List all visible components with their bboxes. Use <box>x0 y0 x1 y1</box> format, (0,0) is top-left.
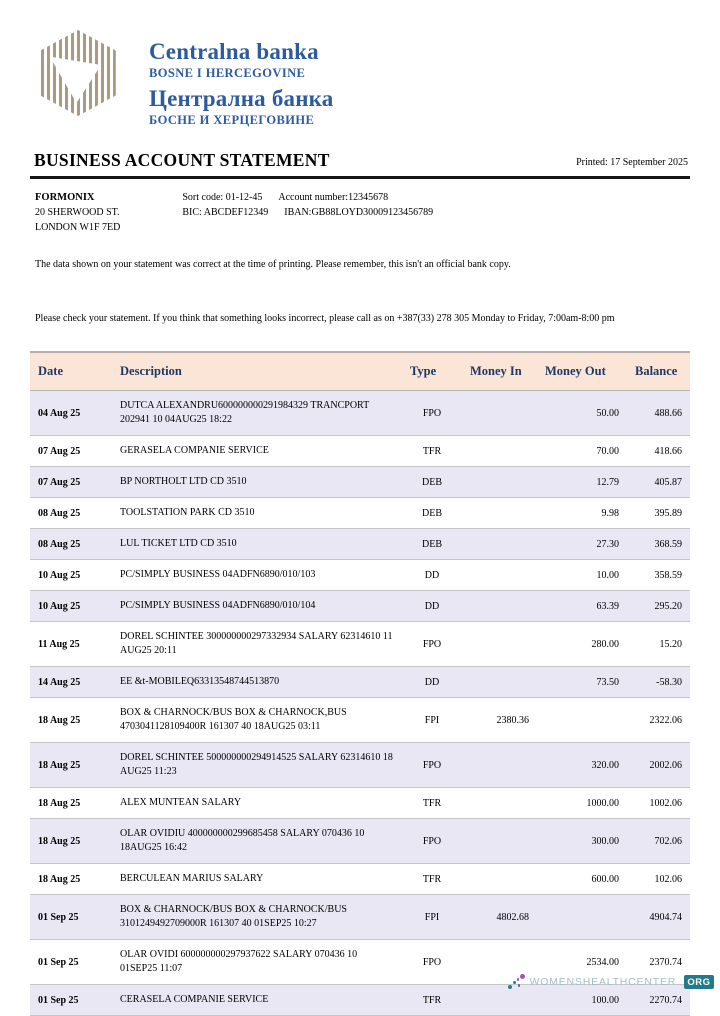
central-bank-logo-icon <box>35 30 121 116</box>
cell-balance: -58.30 <box>627 667 690 698</box>
cell-balance: 395.89 <box>627 498 690 529</box>
title-row <box>30 150 690 179</box>
account-details-line2 <box>182 205 449 220</box>
cell-date: 01 Sep 25 <box>30 940 112 985</box>
cell-description: BOX & CHARNOCK/BUS BOX & CHARNOCK,BUS 4703041128109400R 161307 40 18AUG25 03:11 <box>112 698 402 743</box>
cell-money-in <box>462 819 537 864</box>
cell-money-out: 9.98 <box>537 498 627 529</box>
cell-description: CERASELA COMPANIE SERVICE <box>112 985 402 1016</box>
column-header-money-in: Money In <box>462 352 537 391</box>
bank-subtitle-latin: BOSNE I HERCEGOVINE <box>149 66 306 81</box>
bank-subtitle-cyrillic: БОСНЕ И ХЕРЦЕГОВИНЕ <box>149 113 315 128</box>
cell-money-out: 600.00 <box>537 864 627 895</box>
cell-type: TFR <box>402 788 462 819</box>
dots-logo-icon <box>508 974 526 990</box>
cell-date: 08 Aug 25 <box>30 498 112 529</box>
cell-description: BERCULEAN MARIUS SALARY <box>112 864 402 895</box>
cell-description: DOREL SCHINTEE 300000000297332934 SALARY 62314610 11 AUG25 20:11 <box>112 622 402 667</box>
cell-date: 18 Aug 25 <box>30 698 112 743</box>
cell-date: 01 Sep 25 <box>30 895 112 940</box>
cell-balance: 418.66 <box>627 436 690 467</box>
sort-code: Sort code: 01-12-45 <box>182 191 263 203</box>
cell-date: 18 Aug 25 <box>30 819 112 864</box>
table-row <box>30 560 690 591</box>
cell-money-out: 70.00 <box>537 436 627 467</box>
cell-description: EE &t-MOBILEQ63313548744513870 <box>112 667 402 698</box>
column-header-money-out: Money Out <box>537 352 627 391</box>
account-holder-address1: 20 SHERWOOD ST. <box>35 207 120 219</box>
cell-balance: 15.20 <box>627 622 690 667</box>
cell-money-out: 320.00 <box>537 743 627 788</box>
cell-description: LUL TICKET LTD CD 3510 <box>112 529 402 560</box>
cell-description: DOREL SCHINTEE 500000000294914525 SALARY 62314610 18 AUG25 11:23 <box>112 743 402 788</box>
cell-balance: 405.87 <box>627 467 690 498</box>
column-header-type: Type <box>402 352 462 391</box>
cell-money-in <box>462 591 537 622</box>
table-row <box>30 391 690 436</box>
account-holder <box>35 190 120 236</box>
cell-date: 07 Aug 25 <box>30 467 112 498</box>
cell-description: ALEX MUNTEAN SALARY <box>112 788 402 819</box>
contact-note: Please check your statement. If you think that something looks incorrect, please call as on +387(33) 278 305 Monday to Friday, 7:00am-8:00 pm <box>35 313 615 325</box>
bank-names <box>149 40 333 128</box>
cell-money-in <box>462 391 537 436</box>
cell-money-out: 2534.00 <box>537 940 627 985</box>
column-header-description: Description <box>112 352 402 391</box>
cell-balance: 368.59 <box>627 529 690 560</box>
cell-type: DD <box>402 591 462 622</box>
page-title: BUSINESS ACCOUNT STATEMENT <box>34 149 330 170</box>
cell-date: 14 Aug 25 <box>30 667 112 698</box>
cell-money-out: 12.79 <box>537 467 627 498</box>
account-block <box>35 190 690 236</box>
cell-date: 08 Aug 25 <box>30 529 112 560</box>
cell-money-out: 280.00 <box>537 622 627 667</box>
cell-type: TFR <box>402 864 462 895</box>
table-row <box>30 529 690 560</box>
column-header-balance: Balance <box>627 352 690 391</box>
cell-type: FPO <box>402 391 462 436</box>
table-row <box>30 698 690 743</box>
bank-name-latin: Centralna banka <box>149 39 319 64</box>
cell-type: FPO <box>402 819 462 864</box>
cell-balance: 2270.74 <box>627 985 690 1016</box>
cell-description: GERASELA COMPANIE SERVICE <box>112 436 402 467</box>
cell-type: FPO <box>402 622 462 667</box>
bic: BIC: ABCDEF12349 <box>182 206 269 218</box>
cell-description: OLAR OVIDI 600000000297937622 SALARY 070436 10 01SEP25 11:07 <box>112 940 402 985</box>
cell-date: 18 Aug 25 <box>30 864 112 895</box>
cell-money-in <box>462 467 537 498</box>
cell-description: DUTCA ALEXANDRU600000000291984329 TRANCPORT 202941 10 04AUG25 18:22 <box>112 391 402 436</box>
cell-money-out: 50.00 <box>537 391 627 436</box>
table-row <box>30 743 690 788</box>
table-row <box>30 622 690 667</box>
cell-money-out: 73.50 <box>537 667 627 698</box>
cell-money-out <box>537 698 627 743</box>
cell-date: 10 Aug 25 <box>30 560 112 591</box>
iban: IBAN:GB88LOYD30009123456789 <box>284 206 434 218</box>
cell-type: DD <box>402 667 462 698</box>
printed-date: Printed: 17 September 2025 <box>576 156 688 168</box>
cell-money-in <box>462 436 537 467</box>
cell-type: DD <box>402 560 462 591</box>
account-details-line1 <box>182 190 449 205</box>
cell-money-in: 4802.68 <box>462 895 537 940</box>
cell-description: TOOLSTATION PARK CD 3510 <box>112 498 402 529</box>
cell-type: DEB <box>402 467 462 498</box>
cell-balance: 2322.06 <box>627 698 690 743</box>
cell-money-out: 100.00 <box>537 985 627 1016</box>
cell-money-in <box>462 667 537 698</box>
cell-money-out: 10.00 <box>537 560 627 591</box>
cell-balance: 2370.74 <box>627 940 690 985</box>
footer-org-badge: ORG <box>684 975 714 989</box>
cell-money-in <box>462 864 537 895</box>
cell-balance: 102.06 <box>627 864 690 895</box>
table-row <box>30 591 690 622</box>
cell-balance: 1002.06 <box>627 788 690 819</box>
cell-description: BP NORTHOLT LTD CD 3510 <box>112 467 402 498</box>
table-row <box>30 819 690 864</box>
account-holder-address2: LONDON W1F 7ED <box>35 222 121 234</box>
table-row <box>30 498 690 529</box>
cell-balance: 4904.74 <box>627 895 690 940</box>
cell-money-in <box>462 560 537 591</box>
cell-balance: 358.59 <box>627 560 690 591</box>
cell-type: TFR <box>402 436 462 467</box>
cell-money-in <box>462 743 537 788</box>
cell-money-in <box>462 498 537 529</box>
cell-money-out <box>537 895 627 940</box>
account-details <box>182 190 449 236</box>
cell-date: 18 Aug 25 <box>30 788 112 819</box>
cell-balance: 488.66 <box>627 391 690 436</box>
cell-money-out: 27.30 <box>537 529 627 560</box>
table-row <box>30 788 690 819</box>
cell-type: DEB <box>402 529 462 560</box>
footer-brand-text: WOMENSHEALTHCENTER. <box>529 976 680 988</box>
table-row <box>30 436 690 467</box>
cell-balance: 702.06 <box>627 819 690 864</box>
cell-date: 04 Aug 25 <box>30 391 112 436</box>
cell-date: 11 Aug 25 <box>30 622 112 667</box>
cell-date: 10 Aug 25 <box>30 591 112 622</box>
site-footer <box>508 974 715 990</box>
transactions-header <box>30 352 690 391</box>
cell-money-in <box>462 529 537 560</box>
cell-date: 07 Aug 25 <box>30 436 112 467</box>
cell-description: OLAR OVIDIU 400000000299685458 SALARY 070436 10 18AUG25 16:42 <box>112 819 402 864</box>
column-header-date: Date <box>30 352 112 391</box>
table-row <box>30 467 690 498</box>
cell-balance: 2002.06 <box>627 743 690 788</box>
bank-name-cyrillic: Централна банка <box>149 86 334 112</box>
table-row <box>30 864 690 895</box>
cell-type: FPI <box>402 895 462 940</box>
cell-money-in <box>462 622 537 667</box>
account-holder-name: FORMONIX <box>35 191 95 203</box>
cell-type: DEB <box>402 498 462 529</box>
transactions-body <box>30 391 690 1016</box>
cell-money-out: 300.00 <box>537 819 627 864</box>
cell-date: 18 Aug 25 <box>30 743 112 788</box>
table-row <box>30 667 690 698</box>
cell-balance: 295.20 <box>627 591 690 622</box>
cell-date: 01 Sep 25 <box>30 985 112 1016</box>
cell-money-in: 2380.36 <box>462 698 537 743</box>
bank-header <box>0 0 720 128</box>
disclaimer-note: The data shown on your statement was correct at the time of printing. Please remember, this isn't an official bank copy. <box>35 259 511 271</box>
transactions-table <box>30 351 690 1016</box>
cell-description: PC/SIMPLY BUSINESS 04ADFN6890/010/104 <box>112 591 402 622</box>
cell-money-in <box>462 788 537 819</box>
cell-type: FPO <box>402 743 462 788</box>
cell-type: TFR <box>402 985 462 1016</box>
cell-description: BOX & CHARNOCK/BUS BOX & CHARNOCK/BUS 3101249492709000R 161307 40 01SEP25 10:27 <box>112 895 402 940</box>
cell-description: PC/SIMPLY BUSINESS 04ADFN6890/010/103 <box>112 560 402 591</box>
cell-money-out: 1000.00 <box>537 788 627 819</box>
cell-type: FPI <box>402 698 462 743</box>
table-row <box>30 895 690 940</box>
cell-type: FPO <box>402 940 462 985</box>
cell-money-out: 63.39 <box>537 591 627 622</box>
account-number: Account number:12345678 <box>278 191 389 203</box>
header-row <box>30 352 690 391</box>
